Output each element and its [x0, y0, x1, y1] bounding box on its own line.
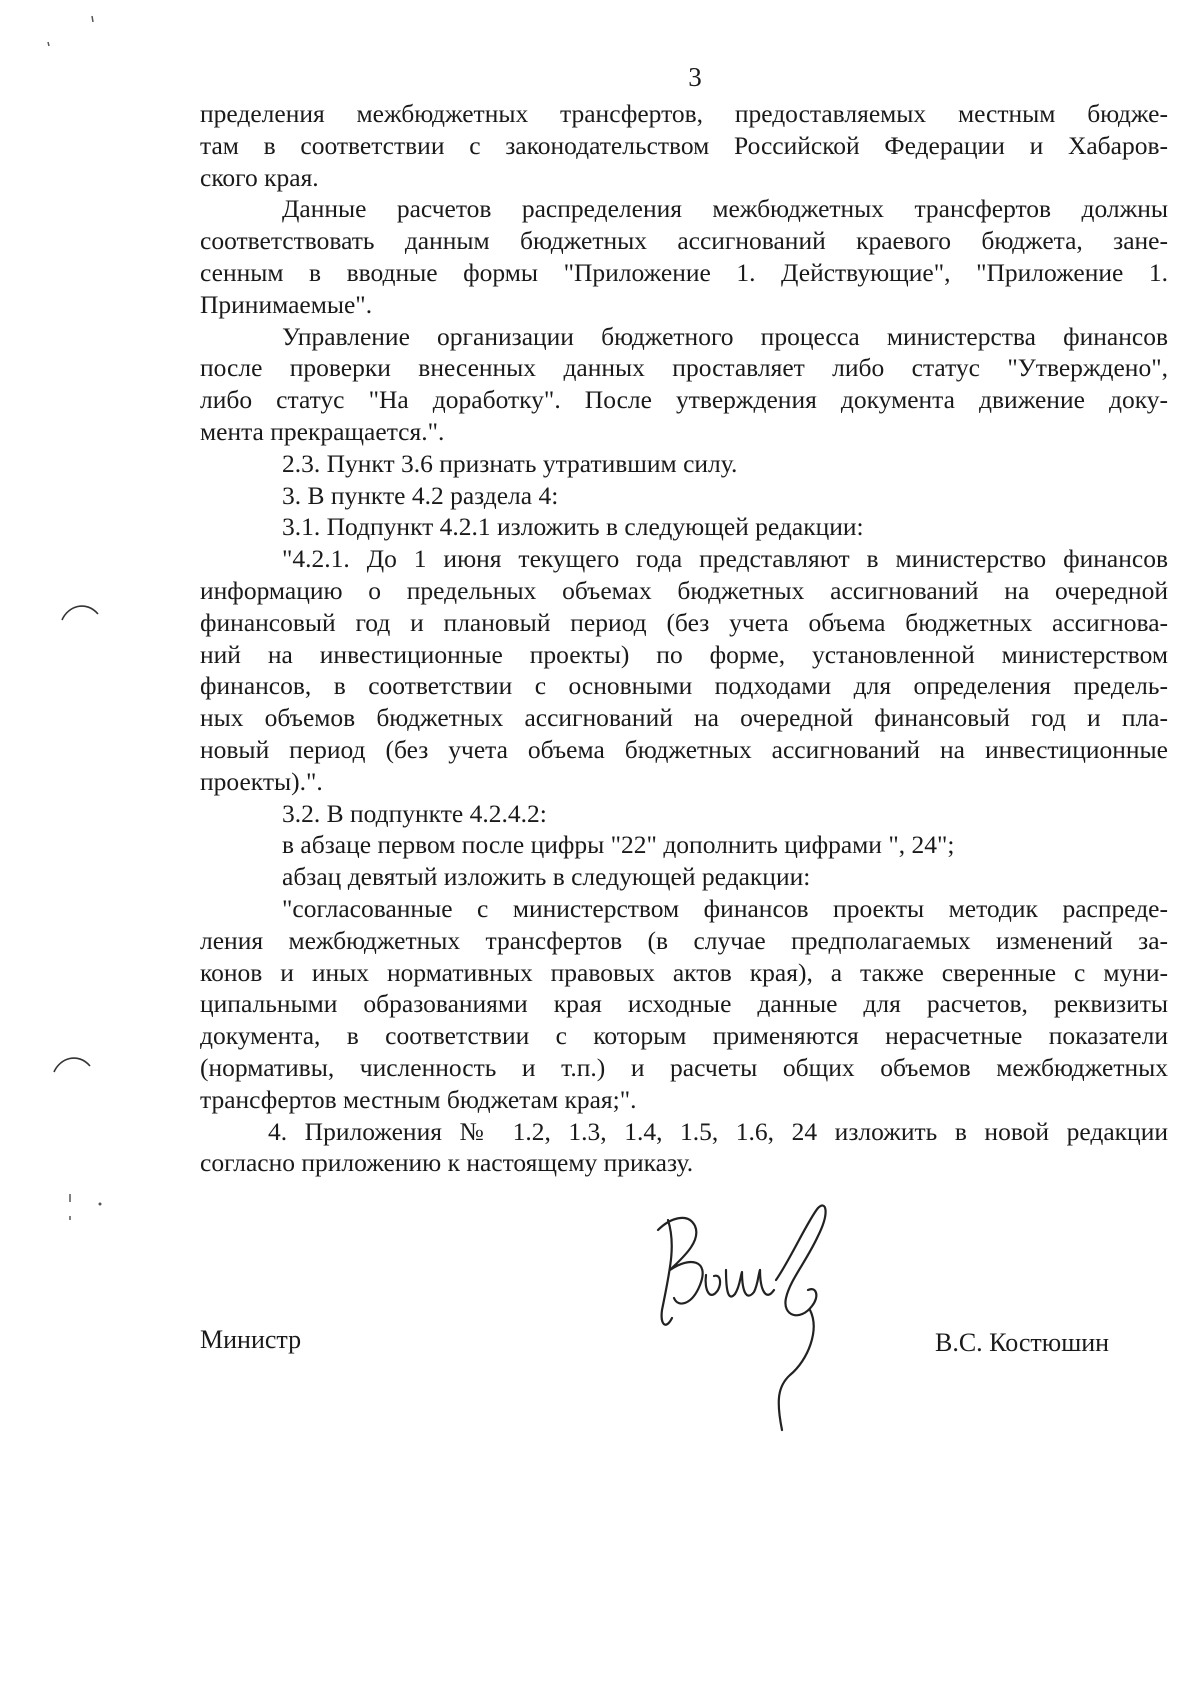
- document-line: согласно приложению к настоящему приказу.: [200, 1148, 694, 1178]
- document-line: ского края.: [200, 162, 319, 192]
- margin-dots: [64, 1190, 114, 1230]
- document-line: новый период (без учета объема бюджетных ассигнований на инвестиционные: [200, 734, 1168, 764]
- document-line: либо статус "На доработку". После утверждения документа движение доку-: [200, 385, 1168, 415]
- document-line: пределения межбюджетных трансфертов, предоставляемых местным бюдже-: [200, 99, 1168, 128]
- hole-punch-mark-upper: [58, 598, 104, 624]
- document-line: информацию о предельных объемах бюджетных ассигнований на очередной: [200, 575, 1168, 605]
- document-line: "согласованные с министерством финансов проекты методик распреде-: [282, 893, 1168, 923]
- document-line: мента прекращается.".: [200, 416, 445, 446]
- document-line: трансфертов местным бюджетам края;".: [200, 1084, 637, 1114]
- document-line: там в соответствии с законодательством Российской Федерации и Хабаров-: [200, 130, 1168, 160]
- document-line: финансовый год и плановый период (без учета объема бюджетных ассигнова-: [200, 607, 1168, 637]
- document-line: ний на инвестиционные проекты) по форме, установленной министерством: [200, 639, 1168, 669]
- document-line: "4.2.1. До 1 июня текущего года представляют в министерство финансов: [282, 544, 1168, 574]
- document-line: после проверки внесенных данных проставляет либо статус "Утверждено",: [200, 353, 1168, 383]
- document-line: 3.2. В подпункте 4.2.4.2:: [282, 798, 547, 828]
- document-line: Принимаемые".: [200, 289, 373, 319]
- document-line: 3. В пункте 4.2 раздела 4:: [282, 480, 559, 510]
- document-line: ных объемов бюджетных ассигнований на очередной финансовый год и пла-: [200, 703, 1168, 733]
- document-line: сенным в вводные формы "Приложение 1. Действующие", "Приложение 1.: [200, 257, 1168, 287]
- signature-block: [0, 1190, 1200, 1440]
- document-body: [200, 98, 1168, 1179]
- hole-punch-mark-lower: [50, 1050, 96, 1076]
- document-line: ления межбюджетных трансфертов (в случае предполагаемых изменений за-: [200, 925, 1168, 955]
- signatory-title: Министр: [200, 1325, 302, 1354]
- document-line: документа, в соответствии с которым применяются нерасчетные показатели: [200, 1021, 1168, 1051]
- document-line: 4. Приложения № 1.2, 1.3, 1.4, 1.5, 1.6, 24 изложить в новой редакции: [268, 1116, 1168, 1146]
- document-line: 2.3. Пункт 3.6 признать утратившим силу.: [282, 448, 738, 478]
- document-line: соответствовать данным бюджетных ассигнований краевого бюджета, зане-: [200, 226, 1168, 256]
- document-line: (нормативы, численность и т.п.) и расчеты общих объемов межбюджетных: [200, 1052, 1168, 1082]
- document-line: 3.1. Подпункт 4.2.1 изложить в следующей редакции:: [282, 512, 864, 542]
- handwritten-signature: [640, 1190, 870, 1440]
- document-line: конов и иных нормативных правовых актов края), а также сверенные с муни-: [200, 957, 1168, 987]
- document-line: в абзаце первом после цифры "22" дополнить цифрами ", 24";: [282, 830, 955, 860]
- document-line: Управление организации бюджетного процесса министерства финансов: [282, 321, 1168, 351]
- margin-mark-top: [40, 10, 110, 50]
- document-line: ципальными образованиями края исходные данные для расчетов, реквизиты: [200, 989, 1168, 1019]
- page-number: 3: [688, 62, 702, 92]
- document-line: финансов, в соответствии с основными подходами для определения предель-: [200, 671, 1168, 701]
- document-line: Данные расчетов распределения межбюджетных трансфертов должны: [282, 194, 1168, 224]
- signatory-name: В.С. Костюшин: [935, 1328, 1110, 1357]
- document-line: проекты).".: [200, 766, 323, 796]
- document-line: абзац девятый изложить в следующей редакции:: [282, 862, 811, 892]
